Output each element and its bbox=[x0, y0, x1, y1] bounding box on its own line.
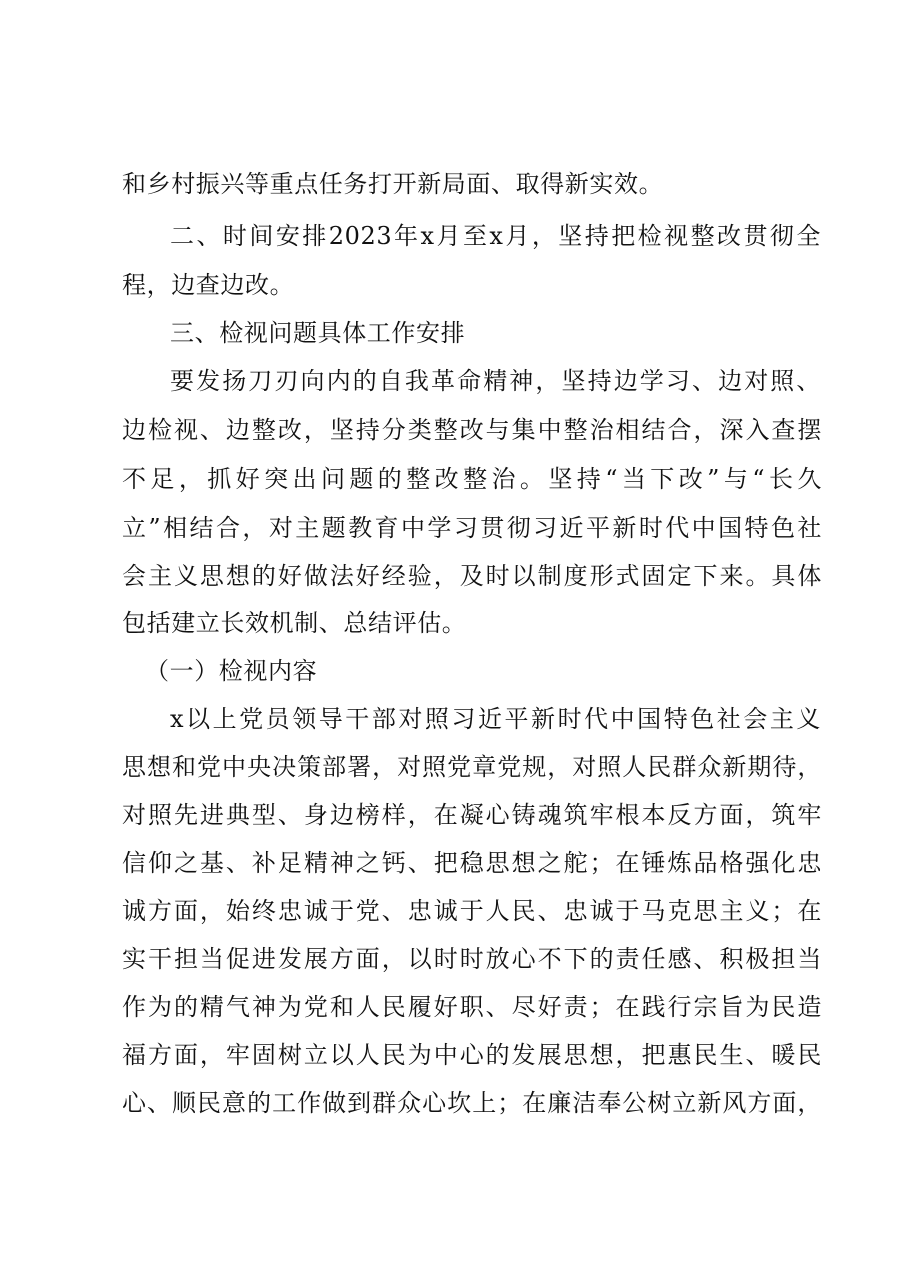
text-line: 实干担当促进发展方面，以时时放心不下的责任感、积极担当 bbox=[122, 945, 822, 973]
text-line: 对照先进典型、身边榜样，在凝心铸魂筑牢根本反方面，筑牢 bbox=[122, 801, 822, 829]
section-two-line: 二、时间安排2023年x月至x月，坚持把检视整改贯彻全 bbox=[170, 222, 821, 250]
text-line: 作为的精气神为党和人民履好职、尽好责；在践行宗旨为民造 bbox=[122, 993, 822, 1021]
text-line: 要发扬刀刃向内的自我革命精神，坚持边学习、边对照、 bbox=[170, 367, 821, 395]
text-line: 心、顺民意的工作做到群众心坎上；在廉洁奉公树立新风方面， bbox=[122, 1089, 822, 1117]
text-line: 包括建立长效机制、总结评估。 bbox=[122, 609, 467, 637]
text-line: 会主义思想的好做法好经验，及时以制度形式固定下来。具体 bbox=[122, 562, 822, 590]
text-line: x以上党员领导干部对照习近平新时代中国特色社会主义 bbox=[170, 705, 821, 733]
text-line: 立”相结合，对主题教育中学习贯彻习近平新时代中国特色社 bbox=[122, 514, 822, 542]
text-line: 和乡村振兴等重点任务打开新局面、取得新实效。 bbox=[122, 170, 664, 198]
text-line: 福方面，牢固树立以人民为中心的发展思想，把惠民生、暖民 bbox=[122, 1041, 822, 1069]
text-line: 不足，抓好突出问题的整改整治。坚持“当下改”与“长久 bbox=[122, 465, 822, 493]
section-three-heading: 三、检视问题具体工作安排 bbox=[170, 319, 466, 347]
text-line: 程，边查边改。 bbox=[122, 271, 295, 299]
text-line: 思想和党中央决策部署，对照党章党规，对照人民群众新期待， bbox=[122, 753, 822, 781]
text-line: 边检视、边整改，坚持分类整改与集中整治相结合，深入查摆 bbox=[122, 416, 822, 444]
subsection-heading: （一）检视内容 bbox=[145, 657, 318, 685]
text-line: 信仰之基、补足精神之钙、把稳思想之舵；在锤炼品格强化忠 bbox=[122, 849, 822, 877]
text-line: 诚方面，始终忠诚于党、忠诚于人民、忠诚于马克思主义；在 bbox=[122, 897, 822, 925]
